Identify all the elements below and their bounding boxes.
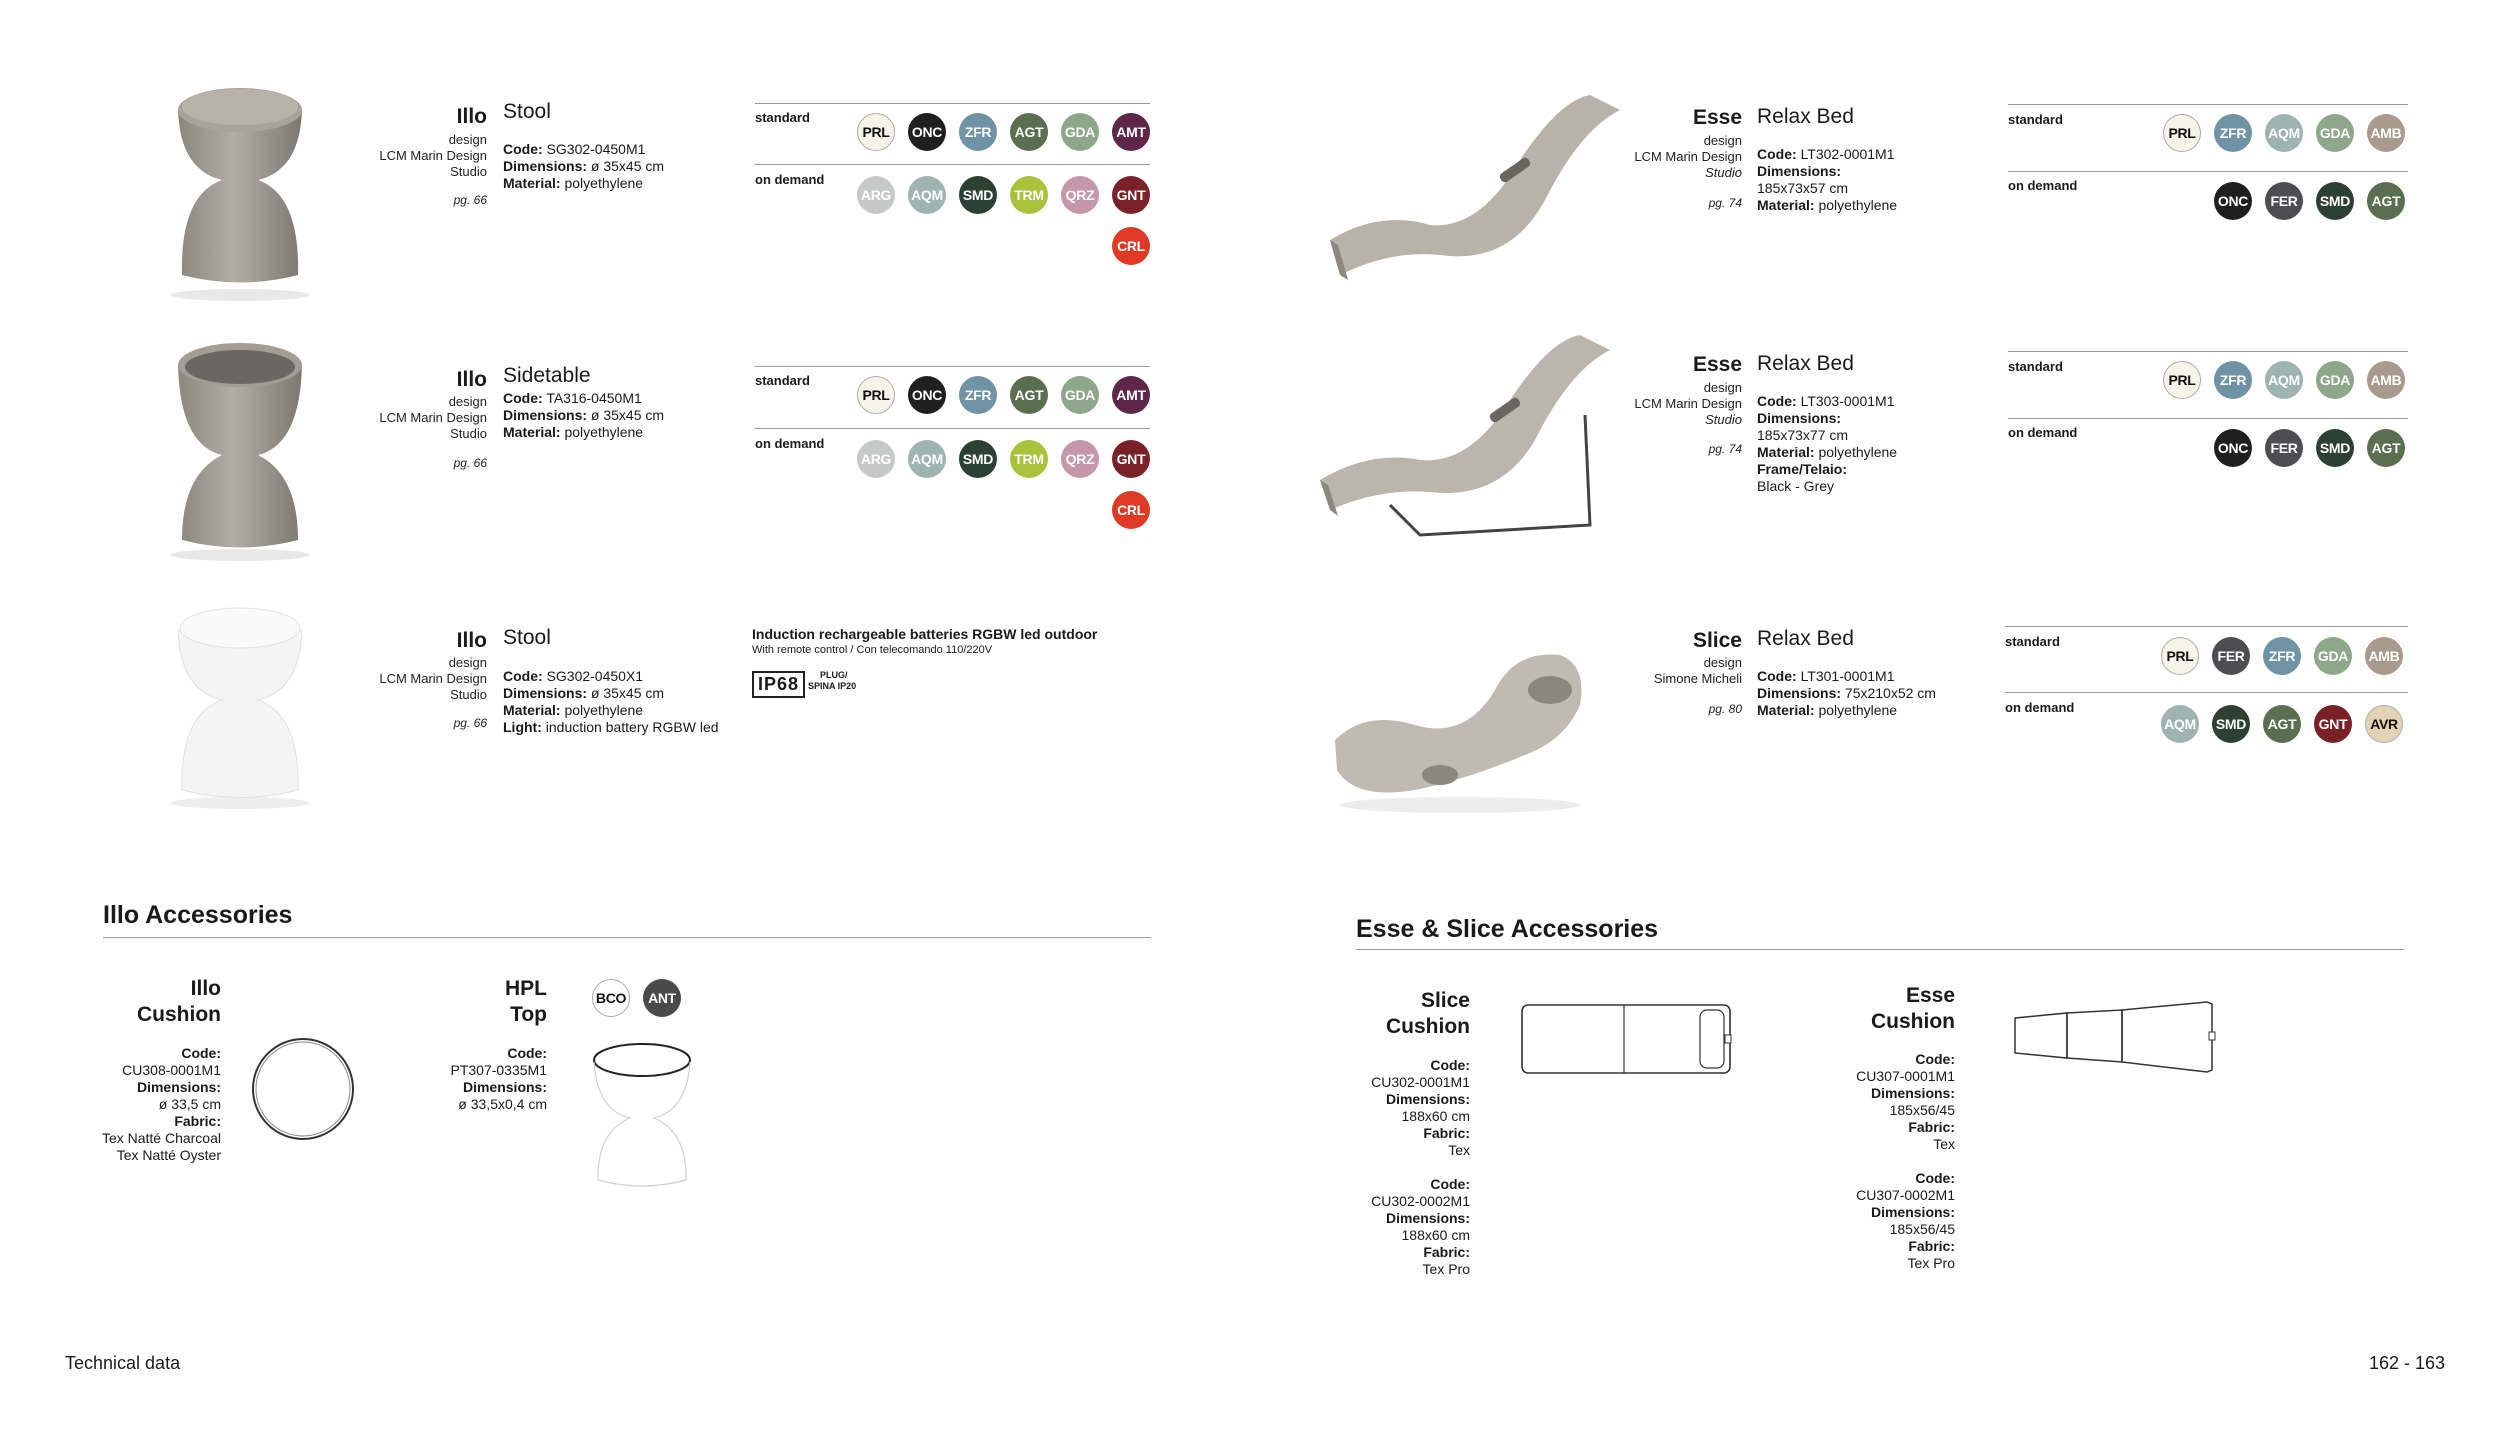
accessory-name-line: Illo: [190, 977, 221, 1000]
spec-value: Tex Natté Oyster: [116, 1147, 221, 1163]
design-label: design: [448, 132, 487, 147]
color-swatch-trm: TRM: [1010, 440, 1048, 478]
section-divider: [1356, 949, 2404, 950]
on-demand-label: on demand: [2008, 178, 2078, 193]
spec-label: Code:: [1430, 1176, 1470, 1192]
on-demand-label: on demand: [2008, 425, 2078, 440]
product-type: Stool: [503, 100, 551, 123]
color-swatch-amb: AMB: [2367, 361, 2405, 399]
product-type: Relax Bed: [1757, 627, 1854, 650]
color-swatch-smd: SMD: [2316, 429, 2354, 467]
spec-value: CU308-0001M1: [122, 1062, 221, 1078]
color-swatch-bco: BCO: [592, 979, 630, 1017]
spec-row: Code: LT303-0001M1: [1757, 393, 1895, 409]
spec-label: Code:: [1430, 1057, 1470, 1073]
color-swatch-smd: SMD: [2316, 182, 2354, 220]
product-specs: [503, 141, 664, 192]
standard-label: standard: [2008, 112, 2063, 127]
page-ref: pg. 80: [1708, 702, 1742, 716]
spec-row: Material: polyethylene: [1757, 197, 1898, 213]
designer-name: LCM Marin Design: [379, 671, 487, 686]
spec-row: Code: LT301-0001M1: [1757, 668, 1895, 684]
plug-info: [808, 670, 856, 692]
product-name: Esse: [1692, 353, 1742, 376]
color-swatch-gda: GDA: [2316, 361, 2354, 399]
color-swatch-gnt: GNT: [1112, 176, 1150, 214]
spec-label: Dimensions:: [1870, 1204, 1955, 1220]
accessory-name: [1370, 988, 1470, 1040]
spec-value: 188x60 cm: [1401, 1108, 1470, 1124]
color-swatch-fer: FER: [2265, 429, 2303, 467]
color-swatch-smd: SMD: [959, 440, 997, 478]
standard-label: standard: [2008, 359, 2063, 374]
color-swatch-amt: AMT: [1112, 113, 1150, 151]
color-swatch-zfr: ZFR: [959, 113, 997, 151]
accessory-specs: [1330, 1057, 1470, 1278]
led-subtitle: With remote control / Con telecomando 110/220V: [752, 644, 993, 656]
color-swatch-aqm: AQM: [908, 440, 946, 478]
spec-label: Fabric:: [174, 1113, 221, 1129]
color-swatch-onc: ONC: [2214, 182, 2252, 220]
spec-value: 188x60 cm: [1401, 1227, 1470, 1243]
spec-label: Code:: [181, 1045, 221, 1061]
color-swatch-aqm: AQM: [2265, 114, 2303, 152]
spec-value: Tex Natté Charcoal: [101, 1130, 221, 1146]
page-numbers: 162 - 163: [2368, 1353, 2445, 1373]
color-swatch-avr: AVR: [2365, 705, 2403, 743]
section-divider: [103, 937, 1151, 938]
spec-label: Dimensions:: [462, 1079, 547, 1095]
spec-value: 185x56/45: [1889, 1102, 1955, 1118]
spec-label: Dimensions:: [136, 1079, 221, 1095]
color-swatch-zfr: ZFR: [2263, 637, 2301, 675]
spec-row: Material: polyethylene: [1757, 444, 1898, 460]
spec-row: Code: SG302-0450M1: [503, 141, 646, 157]
color-swatch-gda: GDA: [2316, 114, 2354, 152]
plug-line: PLUG/: [820, 670, 848, 680]
product-specs: [1757, 393, 1897, 495]
color-swatch-onc: ONC: [908, 376, 946, 414]
color-swatch-zfr: ZFR: [959, 376, 997, 414]
designer-name: Studio: [450, 426, 487, 441]
color-swatch-smd: SMD: [2212, 705, 2250, 743]
spec-row: Light: induction battery RGBW led: [503, 719, 719, 735]
spec-row: Code: TA316-0450M1: [503, 390, 642, 406]
accessory-name-line: Esse: [1905, 984, 1955, 1007]
product-name: Esse: [1692, 106, 1742, 129]
spec-label: Fabric:: [1423, 1244, 1470, 1260]
color-swatch-arg: ARG: [857, 176, 895, 214]
divider: [2008, 171, 2408, 172]
product-type: Relax Bed: [1757, 352, 1854, 375]
spec-row: 185x73x57 cm: [1757, 180, 1849, 196]
color-swatch-agt: AGT: [2263, 705, 2301, 743]
designer-name: Simone Micheli: [1653, 671, 1742, 686]
spec-label: Dimensions:: [1385, 1091, 1470, 1107]
color-swatch-fer: FER: [2212, 637, 2250, 675]
designer-name: Studio: [1705, 165, 1742, 180]
slice-relax-bed-image: [1325, 630, 1595, 815]
color-swatch-prl: PRL: [857, 113, 895, 151]
color-swatch-onc: ONC: [2214, 429, 2252, 467]
color-swatch-gnt: GNT: [1112, 440, 1150, 478]
color-swatch-aqm: AQM: [2265, 361, 2303, 399]
product-name: Illo: [456, 105, 487, 128]
spec-row: Dimensions: ø 35x45 cm: [503, 685, 665, 701]
color-swatch-prl: PRL: [2163, 361, 2201, 399]
color-swatch-amb: AMB: [2367, 114, 2405, 152]
spec-value: CU307-0002M1: [1856, 1187, 1955, 1203]
designer-name: LCM Marin Design: [1634, 396, 1742, 411]
accessory-name: [1855, 983, 1955, 1035]
color-swatch-trm: TRM: [1010, 176, 1048, 214]
product-name: Slice: [1692, 629, 1742, 652]
illo-led-stool-image: [160, 595, 320, 810]
divider: [755, 428, 1150, 429]
divider: [2005, 692, 2408, 693]
accessory-name-line: HPL: [505, 977, 547, 1000]
accessory-name: [100, 976, 221, 1028]
product-specs: [1757, 146, 1897, 214]
section-title: Esse & Slice Accessories: [1356, 915, 1659, 943]
color-swatch-crl: CRL: [1112, 491, 1150, 529]
spec-row: Dimensions: ø 35x45 cm: [503, 407, 665, 423]
spec-row: Material: polyethylene: [503, 702, 644, 718]
divider: [2005, 626, 2408, 627]
spec-row: Material: polyethylene: [503, 175, 644, 191]
spec-label: Code:: [1915, 1170, 1955, 1186]
divider: [755, 164, 1150, 165]
product-type: Stool: [503, 626, 551, 649]
color-swatch-crl: CRL: [1112, 227, 1150, 265]
accessory-name-line: Cushion: [1871, 1010, 1955, 1033]
color-swatch-aqm: AQM: [908, 176, 946, 214]
divider: [2008, 351, 2408, 352]
page-ref: pg. 74: [1708, 442, 1742, 456]
accessory-specs: [60, 1045, 221, 1164]
color-swatch-gda: GDA: [1061, 113, 1099, 151]
accessory-name-line: Cushion: [137, 1003, 221, 1026]
footer-section-label: Technical data: [65, 1353, 181, 1373]
spec-label: Dimensions:: [1385, 1210, 1470, 1226]
color-swatch-amb: AMB: [2365, 637, 2403, 675]
spec-row: Code: LT302-0001M1: [1757, 146, 1895, 162]
color-swatch-agt: AGT: [2367, 429, 2405, 467]
accessory-specs: [1815, 1051, 1955, 1272]
page-ref: pg. 74: [1708, 196, 1742, 210]
color-swatch-prl: PRL: [2161, 637, 2199, 675]
color-swatch-prl: PRL: [857, 376, 895, 414]
color-swatch-gda: GDA: [2314, 637, 2352, 675]
color-swatch-prl: PRL: [2163, 114, 2201, 152]
product-name: Illo: [456, 368, 487, 391]
spec-label: Code:: [1915, 1051, 1955, 1067]
design-label: design: [448, 655, 487, 670]
page-ref: pg. 66: [453, 193, 487, 207]
design-label: design: [1703, 380, 1742, 395]
spec-label: Dimensions:: [1870, 1085, 1955, 1101]
spec-value: CU307-0001M1: [1856, 1068, 1955, 1084]
esse-relax-bed-image: [1320, 90, 1640, 290]
spec-value: Tex: [1933, 1136, 1955, 1152]
designer-name: Studio: [450, 164, 487, 179]
designer-block: [360, 655, 487, 703]
product-specs: [503, 668, 719, 736]
accessory-name: [430, 976, 547, 1028]
accessory-specs: [400, 1045, 547, 1113]
product-specs: [503, 390, 664, 441]
product-type: Relax Bed: [1757, 105, 1854, 128]
page-ref: pg. 66: [453, 716, 487, 730]
color-swatch-qrz: QRZ: [1061, 440, 1099, 478]
spec-value: Tex Pro: [1907, 1255, 1955, 1271]
designer-block: [360, 132, 487, 180]
section-title: Illo Accessories: [103, 901, 293, 929]
spec-value: 185x56/45: [1889, 1221, 1955, 1237]
designer-name: Studio: [1705, 412, 1742, 427]
spec-label: Fabric:: [1423, 1125, 1470, 1141]
designer-block: [1600, 655, 1742, 687]
spec-value: PT307-0335M1: [450, 1062, 547, 1078]
divider: [755, 103, 1150, 104]
product-name: Illo: [456, 629, 487, 652]
design-label: design: [1703, 133, 1742, 148]
spec-value: Tex Pro: [1422, 1261, 1470, 1277]
spec-row: 185x73x77 cm: [1757, 427, 1849, 443]
illo-stool-image: [160, 75, 320, 300]
product-type: Sidetable: [503, 364, 591, 387]
designer-name: LCM Marin Design: [1634, 149, 1742, 164]
slice-cushion-drawing: [1520, 1002, 1735, 1077]
design-label: design: [448, 394, 487, 409]
spec-value: Tex: [1448, 1142, 1470, 1158]
esse-cushion-drawing: [2012, 998, 2217, 1078]
color-swatch-fer: FER: [2265, 182, 2303, 220]
color-swatch-gda: GDA: [1061, 376, 1099, 414]
spec-row: Material: polyethylene: [1757, 702, 1898, 718]
divider: [2008, 104, 2408, 105]
accessory-name-line: Slice: [1420, 989, 1470, 1012]
on-demand-label: on demand: [755, 172, 825, 187]
on-demand-label: on demand: [2005, 700, 2075, 715]
spec-row: Material: polyethylene: [503, 424, 644, 440]
standard-label: standard: [2005, 634, 2060, 649]
spec-label: Code:: [507, 1045, 547, 1061]
product-specs: [1757, 668, 1936, 719]
color-swatch-amt: AMT: [1112, 376, 1150, 414]
spec-value: CU302-0001M1: [1371, 1074, 1470, 1090]
esse-relax-bed-frame-image: [1310, 330, 1640, 545]
color-swatch-aqm: AQM: [2161, 705, 2199, 743]
plug-line: SPINA IP20: [808, 681, 857, 691]
illo-sidetable-image: [160, 335, 320, 560]
designer-name: Studio: [450, 687, 487, 702]
color-swatch-agt: AGT: [1010, 113, 1048, 151]
spec-value: CU302-0002M1: [1371, 1193, 1470, 1209]
color-swatch-smd: SMD: [959, 176, 997, 214]
led-title: Induction rechargeable batteries RGBW led outdoor: [752, 626, 1098, 642]
ip68-badge: IP68: [752, 671, 805, 698]
color-swatch-agt: AGT: [2367, 182, 2405, 220]
color-swatch-gnt: GNT: [2314, 705, 2352, 743]
spec-row: Dimensions: 75x210x52 cm: [1757, 685, 1936, 701]
spec-row: Dimensions:: [1757, 163, 1842, 179]
designer-block: [360, 394, 487, 442]
designer-block: [1600, 380, 1742, 428]
color-swatch-zfr: ZFR: [2214, 114, 2252, 152]
spec-label: Fabric:: [1908, 1238, 1955, 1254]
hpl-top-drawing: [592, 1040, 692, 1190]
on-demand-label: on demand: [755, 436, 825, 451]
spec-row: Frame/Telaio:: [1757, 461, 1847, 477]
divider: [2008, 418, 2408, 419]
spec-row: Code: SG302-0450X1: [503, 668, 644, 684]
spec-row: Dimensions:: [1757, 410, 1842, 426]
accessory-name-line: Cushion: [1386, 1015, 1470, 1038]
color-swatch-ant: ANT: [643, 979, 681, 1017]
spec-row: Black - Grey: [1757, 478, 1835, 494]
color-swatch-arg: ARG: [857, 440, 895, 478]
color-swatch-zfr: ZFR: [2214, 361, 2252, 399]
accessory-name-line: Top: [510, 1003, 547, 1026]
divider: [755, 366, 1150, 367]
spec-label: Fabric:: [1908, 1119, 1955, 1135]
design-label: design: [1703, 655, 1742, 670]
designer-name: LCM Marin Design: [379, 410, 487, 425]
color-swatch-onc: ONC: [908, 113, 946, 151]
designer-name: LCM Marin Design: [379, 148, 487, 163]
color-swatch-agt: AGT: [1010, 376, 1048, 414]
spec-row: Dimensions: ø 35x45 cm: [503, 158, 665, 174]
designer-block: [1600, 133, 1742, 181]
color-swatch-qrz: QRZ: [1061, 176, 1099, 214]
standard-label: standard: [755, 373, 810, 388]
standard-label: standard: [755, 110, 810, 125]
page-ref: pg. 66: [453, 456, 487, 470]
spec-value: ø 33,5 cm: [158, 1096, 221, 1112]
illo-cushion-drawing: [250, 1036, 356, 1142]
spec-value: ø 33,5x0,4 cm: [458, 1096, 547, 1112]
